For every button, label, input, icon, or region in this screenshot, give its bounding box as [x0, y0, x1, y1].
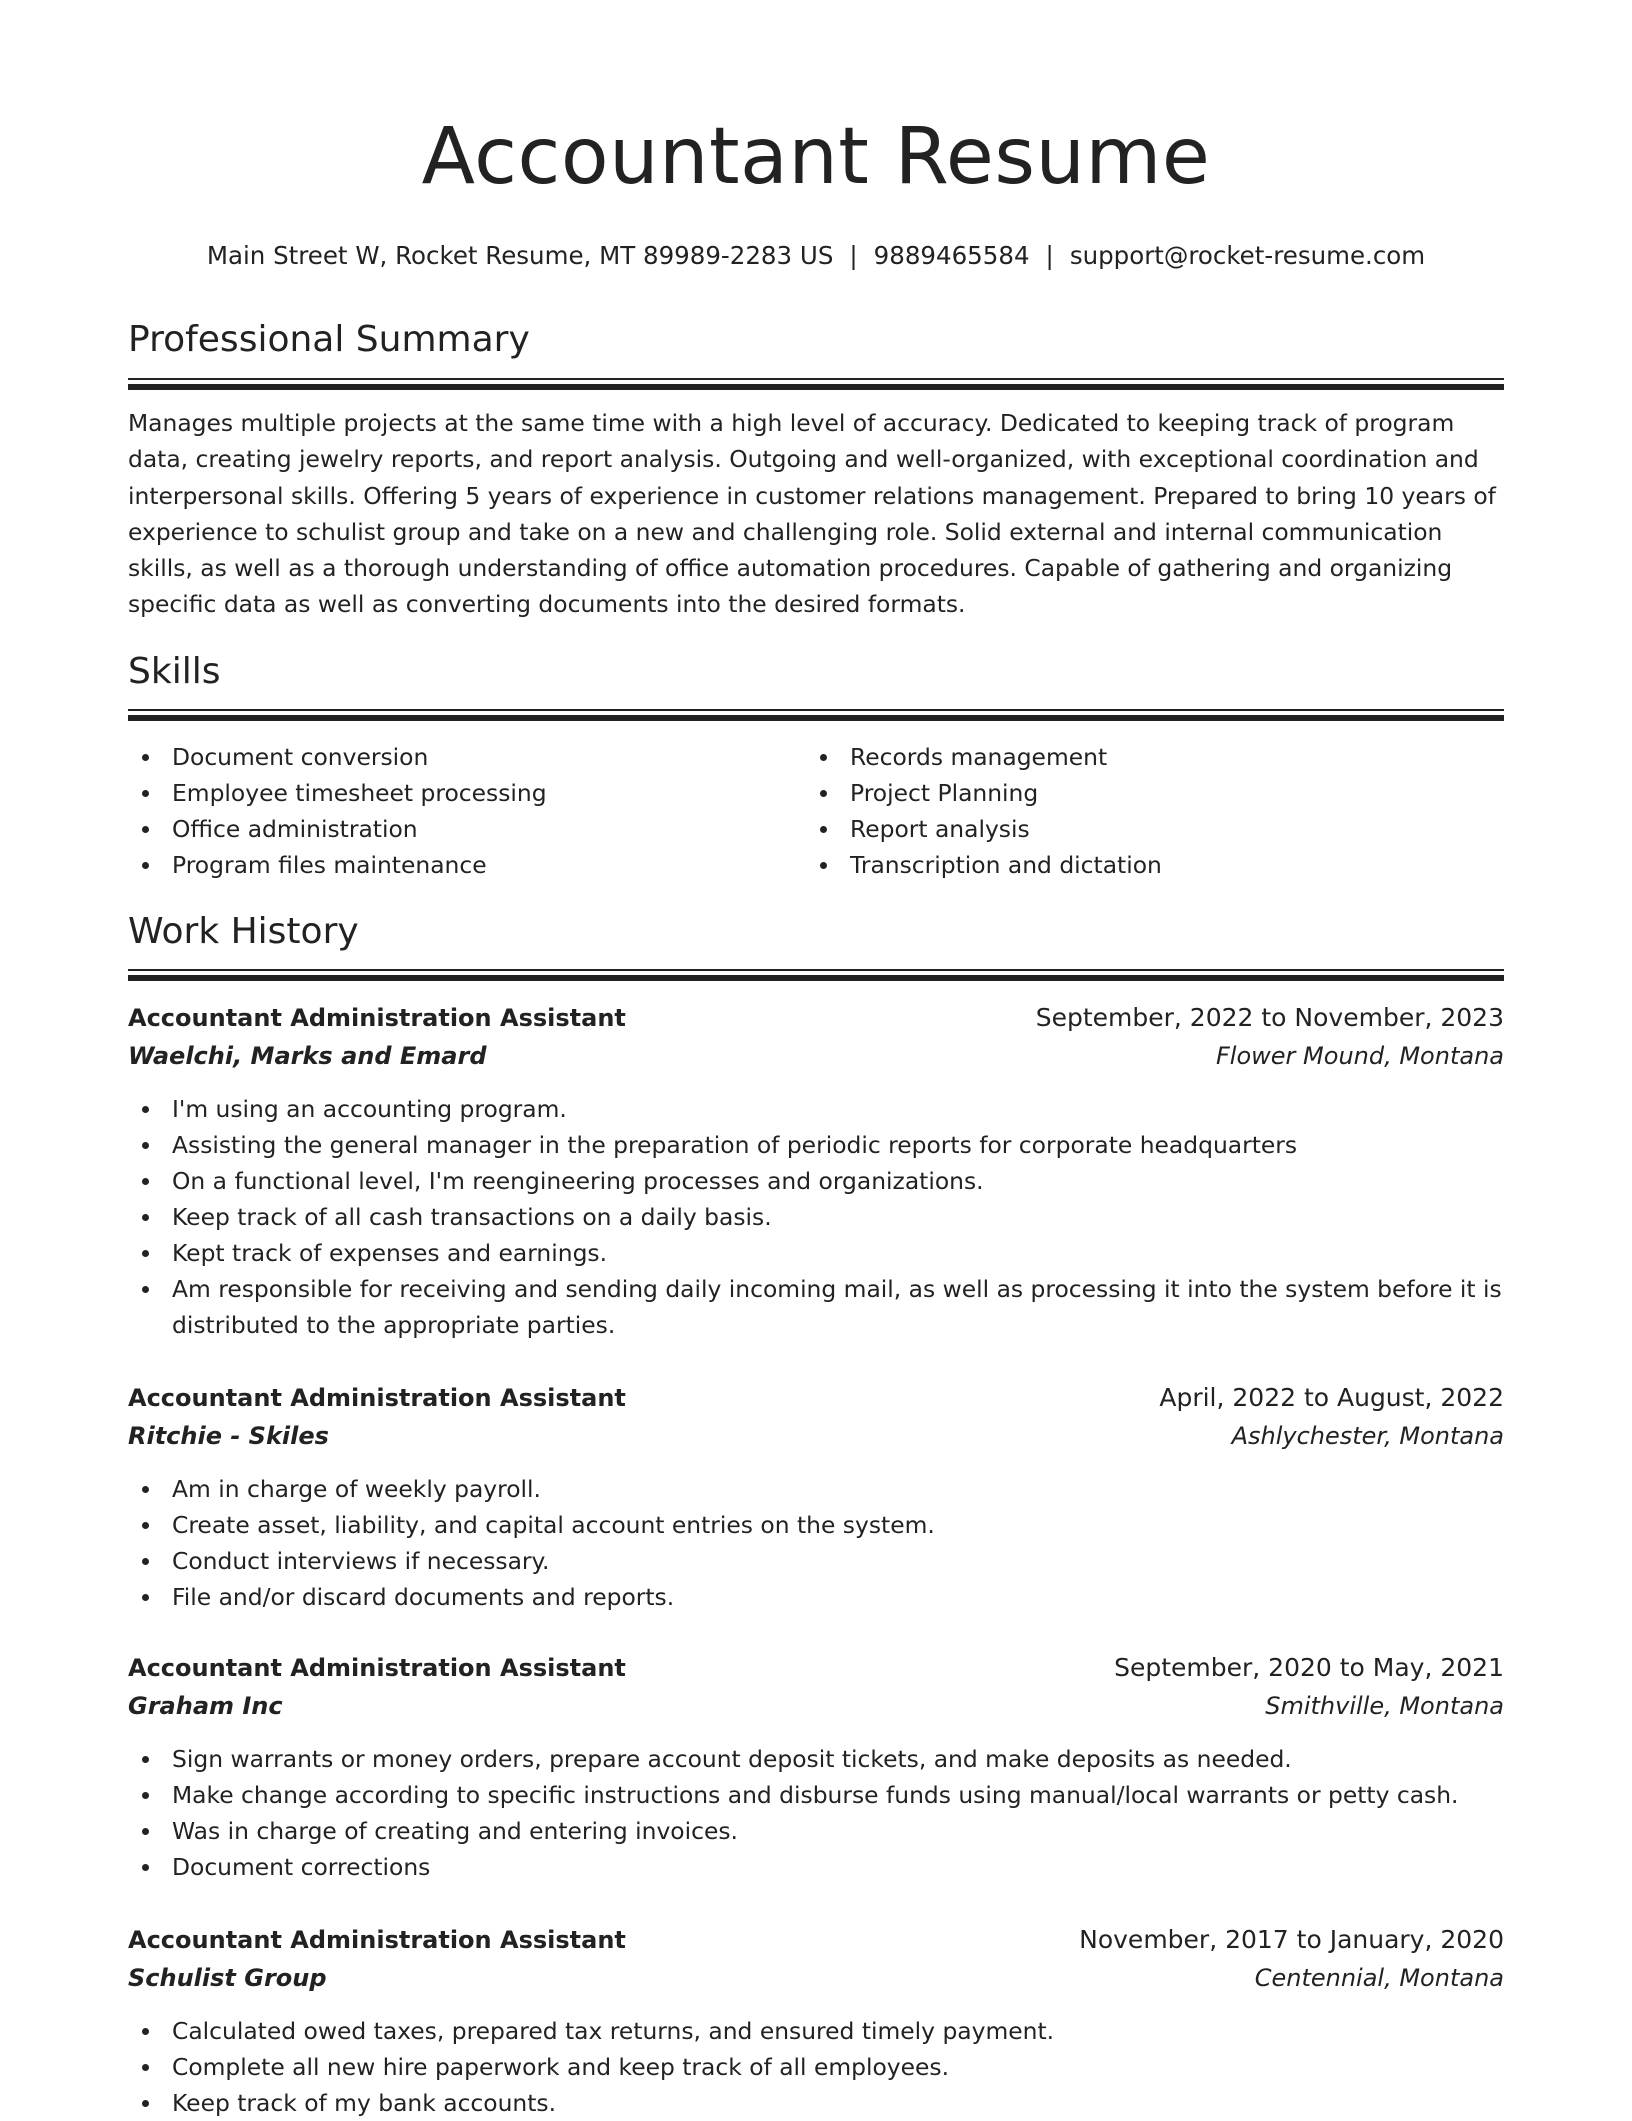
job-bullets: [128, 1091, 1504, 1343]
section-heading-work: Work History: [128, 911, 359, 952]
job-title: Accountant Administration Assistant: [128, 1004, 626, 1032]
contact-phone: 9889465584: [873, 241, 1030, 270]
job-company: Ritchie - Skiles: [128, 1422, 329, 1450]
skill-item: Project Planning: [806, 775, 1162, 811]
job-title: Accountant Administration Assistant: [128, 1654, 626, 1682]
job-bullet: Am responsible for receiving and sending daily incoming mail, as well as processing it into the system before it is distributed to the appropriate parties.: [128, 1271, 1504, 1343]
job-bullet: File and/or discard documents and reports.: [128, 1579, 1504, 1615]
skill-item: Employee timesheet processing: [128, 775, 547, 811]
skill-item: Transcription and dictation: [806, 847, 1162, 883]
section-divider: [128, 969, 1504, 981]
skills-column-right: [806, 739, 1162, 883]
job-bullet: Create asset, liability, and capital account entries on the system.: [128, 1507, 1504, 1543]
job-bullet: Calculated owed taxes, prepared tax returns, and ensured timely payment.: [128, 2013, 1504, 2049]
job-entry: [128, 999, 1504, 1343]
summary-text: Manages multiple projects at the same time with a high level of accuracy. Dedicated to keeping track of program data, creating jewelry reports, and report analysis. Outgoing and well-organized, with exceptional coordination and interpersonal skills. Offering 5 years of experience in customer relations management. Prepared to bring 10 years of experience to schulist group and take on a new and challenging role. Solid external and internal communication skills, as well as a thorough understanding of office automation procedures. Capable of gathering and organizing specific data as well as converting documents into the desired formats.: [128, 409, 1496, 619]
job-bullets: [128, 1741, 1504, 1885]
job-bullet: Sign warrants or money orders, prepare account deposit tickets, and make deposits as needed.: [128, 1741, 1504, 1777]
job-bullet: Keep track of my bank accounts.: [128, 2085, 1504, 2121]
job-bullet: Assisting the general manager in the preparation of periodic reports for corporate headquarters: [128, 1127, 1504, 1163]
job-company: Waelchi, Marks and Emard: [128, 1042, 487, 1070]
section-heading-skills: Skills: [128, 651, 221, 692]
job-location: Ashlychester, Montana: [1231, 1422, 1504, 1450]
contact-separator: |: [1045, 241, 1054, 270]
job-bullet: Was in charge of creating and entering invoices.: [128, 1813, 1504, 1849]
section-divider: [128, 709, 1504, 721]
contact-address: Main Street W, Rocket Resume, MT 89989-2283 US: [206, 241, 834, 270]
job-location: Smithville, Montana: [1265, 1692, 1504, 1720]
job-dates: November, 2017 to January, 2020: [1079, 1925, 1504, 1954]
resume-title: Accountant Resume: [421, 112, 1211, 202]
job-bullet: Make change according to specific instructions and disburse funds using manual/local warrants or petty cash.: [128, 1777, 1504, 1813]
job-bullets: [128, 2013, 1504, 2121]
skill-item: Records management: [806, 739, 1162, 775]
job-bullet: Complete all new hire paperwork and keep track of all employees.: [128, 2049, 1504, 2085]
skills-column-left: [128, 739, 547, 883]
job-title: Accountant Administration Assistant: [128, 1384, 626, 1412]
section-heading-summary: Professional Summary: [128, 319, 530, 360]
job-bullet: Am in charge of weekly payroll.: [128, 1471, 1504, 1507]
section-divider: [128, 378, 1504, 390]
job-bullet: I'm using an accounting program.: [128, 1091, 1504, 1127]
job-entry: [128, 1379, 1504, 1615]
job-bullet: Document corrections: [128, 1849, 1504, 1885]
job-dates: September, 2020 to May, 2021: [1114, 1653, 1504, 1682]
job-bullets: [128, 1471, 1504, 1615]
job-bullet: Conduct interviews if necessary.: [128, 1543, 1504, 1579]
job-company: Schulist Group: [128, 1964, 327, 1992]
job-bullet: Keep track of all cash transactions on a daily basis.: [128, 1199, 1504, 1235]
job-bullet: On a functional level, I'm reengineering processes and organizations.: [128, 1163, 1504, 1199]
job-title: Accountant Administration Assistant: [128, 1926, 626, 1954]
skill-item: Program files maintenance: [128, 847, 547, 883]
contact-email: support@rocket-resume.com: [1069, 241, 1426, 270]
job-bullet: Kept track of expenses and earnings.: [128, 1235, 1504, 1271]
skill-item: Document conversion: [128, 739, 547, 775]
contact-separator: |: [849, 241, 858, 270]
skill-item: Office administration: [128, 811, 547, 847]
job-entry: [128, 1921, 1504, 2121]
skill-item: Report analysis: [806, 811, 1162, 847]
job-location: Flower Mound, Montana: [1216, 1042, 1504, 1070]
job-dates: April, 2022 to August, 2022: [1159, 1383, 1504, 1412]
job-dates: September, 2022 to November, 2023: [1035, 1003, 1504, 1032]
job-company: Graham Inc: [128, 1692, 283, 1720]
job-entry: [128, 1649, 1504, 1885]
contact-line: [128, 240, 1504, 272]
job-location: Centennial, Montana: [1254, 1964, 1504, 1992]
